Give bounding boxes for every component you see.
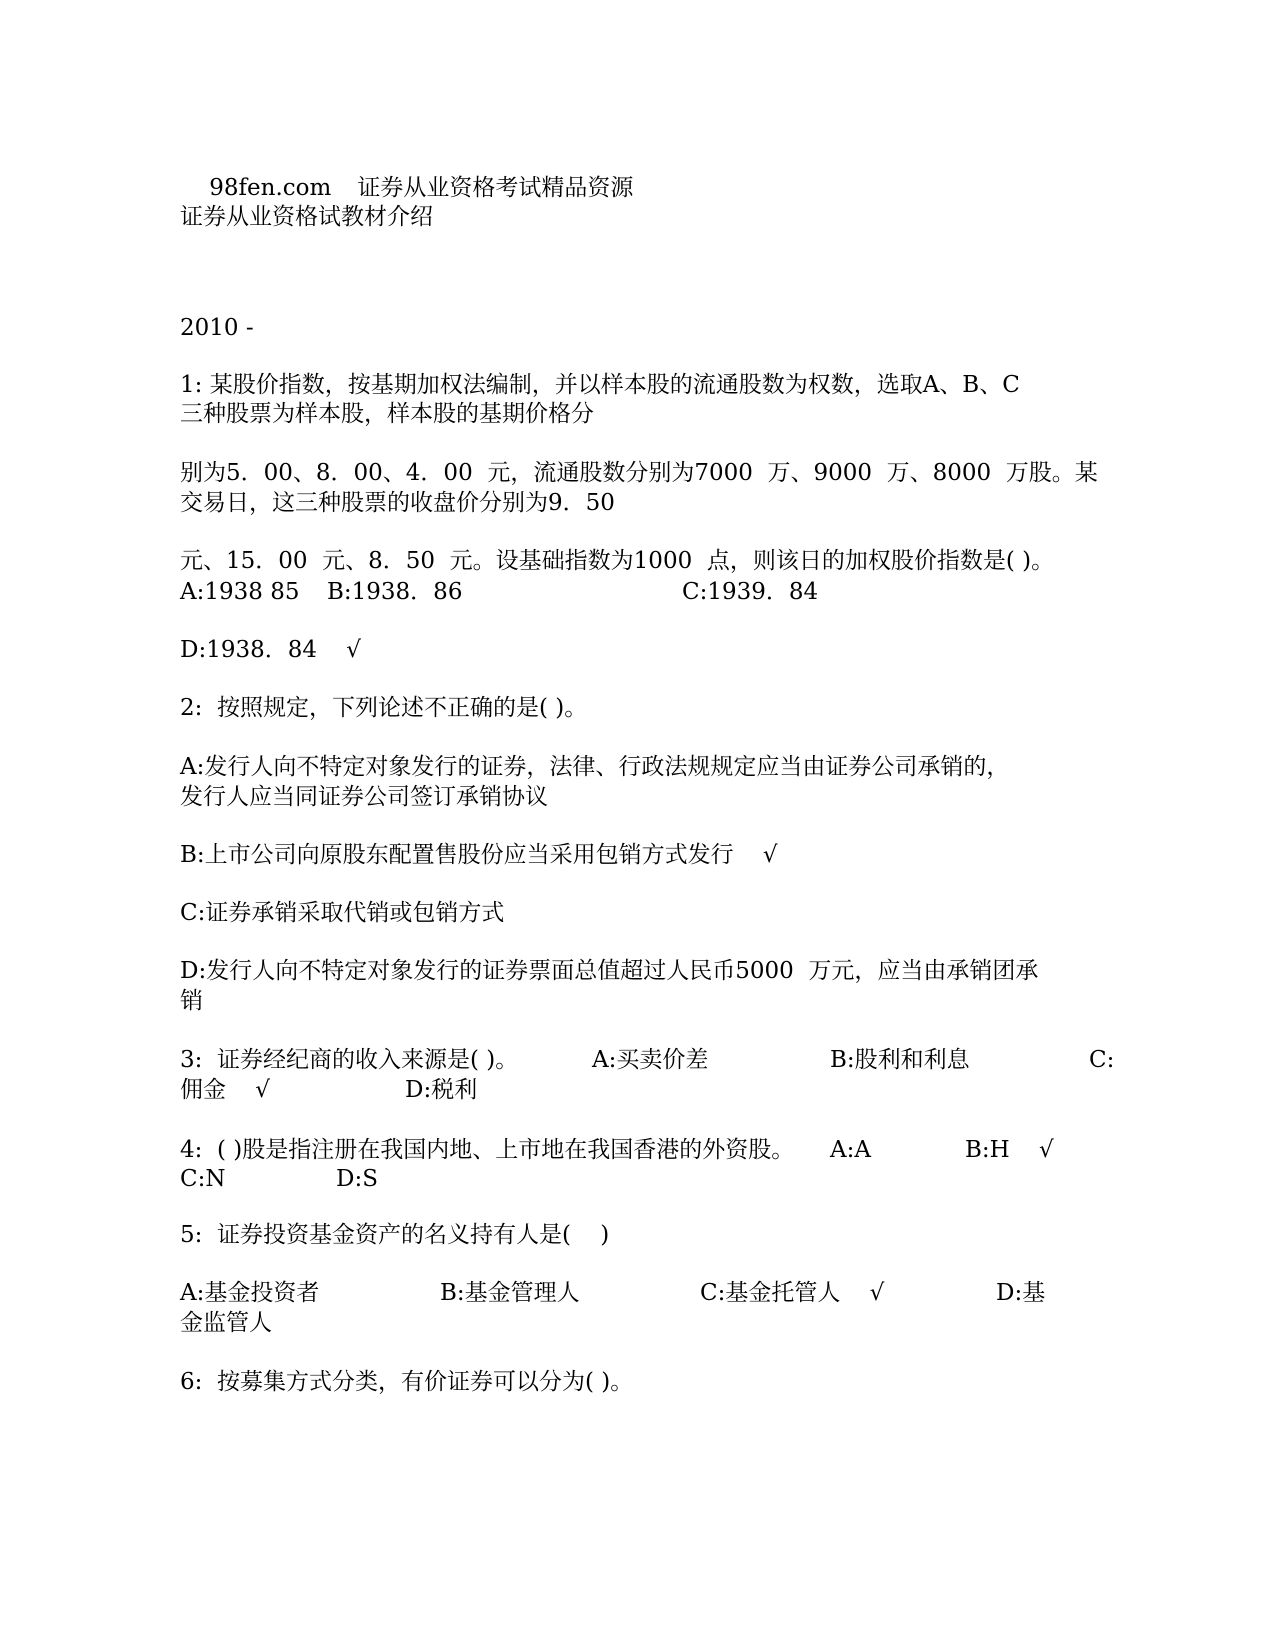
q1-option-a: A:1938 85 bbox=[180, 579, 300, 605]
q4-option-b: B:H √ bbox=[965, 1137, 1054, 1163]
q4-option-a: A:A bbox=[830, 1137, 871, 1163]
header-site: 98fen.com bbox=[209, 175, 332, 201]
q2-option-c: C:证券承销采取代销或包销方式 bbox=[180, 900, 505, 926]
q5-option-d: D:基 bbox=[996, 1280, 1046, 1306]
q5-option-a: A:基金投资者 bbox=[180, 1280, 320, 1306]
q2-option-a: A:发行人向不特定对象发行的证券，法律、行政法规规定应当由证券公司承销的， bbox=[180, 754, 1010, 780]
q5-option-b: B:基金管理人 bbox=[440, 1280, 580, 1306]
q3-option-b: B:股利和利息 bbox=[830, 1047, 970, 1073]
q1-text-line: 元、15．00 元、8．50 元。设基础指数为1000 点，则该日的加权股价指数是( )。 bbox=[180, 548, 1055, 574]
document-title: 证券从业资格试教材介绍 bbox=[180, 204, 433, 230]
header-tagline: 证券从业资格考试精品资源 bbox=[357, 175, 634, 201]
q1-option-c: C:1939．84 bbox=[682, 579, 819, 605]
q3-option-c: C: bbox=[1089, 1047, 1115, 1073]
q1-text-line: 交易日，这三种股票的收盘价分别为9．50 bbox=[180, 490, 615, 516]
q1-text-line: 别为5．00、8．00、4．00 元，流通股数分别为7000 万、9000 万、8000 万股。某 bbox=[180, 460, 1098, 486]
year-line: 2010 - bbox=[180, 315, 254, 341]
q5-option-d: 金监管人 bbox=[180, 1310, 272, 1336]
q3-option-d: D:税利 bbox=[405, 1077, 478, 1103]
q4-option-c: C:N bbox=[180, 1166, 226, 1192]
q5-option-c: C:基金托管人 √ bbox=[700, 1280, 885, 1306]
q2-option-d: 销 bbox=[180, 988, 203, 1014]
q2-option-b: B:上市公司向原股东配置售股份应当采用包销方式发行 √ bbox=[180, 842, 778, 868]
q1-option-b: B:1938．86 bbox=[327, 579, 463, 605]
q2-stem: 2: 按照规定，下列论述不正确的是( )。 bbox=[180, 695, 588, 721]
q1-text-line: 三种股票为样本股，样本股的基期价格分 bbox=[180, 401, 594, 427]
q1-text-line: 1: 某股价指数，按基期加权法编制，并以样本股的流通股数为权数，选取A、B、C bbox=[180, 372, 1020, 398]
q2-option-a: 发行人应当同证券公司签订承销协议 bbox=[180, 784, 548, 810]
q3-stem: 3: 证券经纪商的收入来源是( )。 bbox=[180, 1047, 519, 1073]
q3-option-a: A:买卖价差 bbox=[592, 1047, 709, 1073]
q5-stem: 5: 证券投资基金资产的名义持有人是( ) bbox=[180, 1222, 610, 1248]
q6-stem: 6: 按募集方式分类，有价证券可以分为( )。 bbox=[180, 1369, 634, 1395]
q3-option-c: 佣金 √ bbox=[180, 1077, 270, 1103]
q1-option-d: D:1938．84 √ bbox=[180, 637, 361, 663]
q4-stem: 4: ( )股是指注册在我国内地、上市地在我国香港的外资股。 bbox=[180, 1137, 795, 1163]
q4-option-d: D:S bbox=[336, 1166, 378, 1192]
q2-option-d: D:发行人向不特定对象发行的证券票面总值超过人民币5000 万元，应当由承销团承 bbox=[180, 958, 1039, 984]
